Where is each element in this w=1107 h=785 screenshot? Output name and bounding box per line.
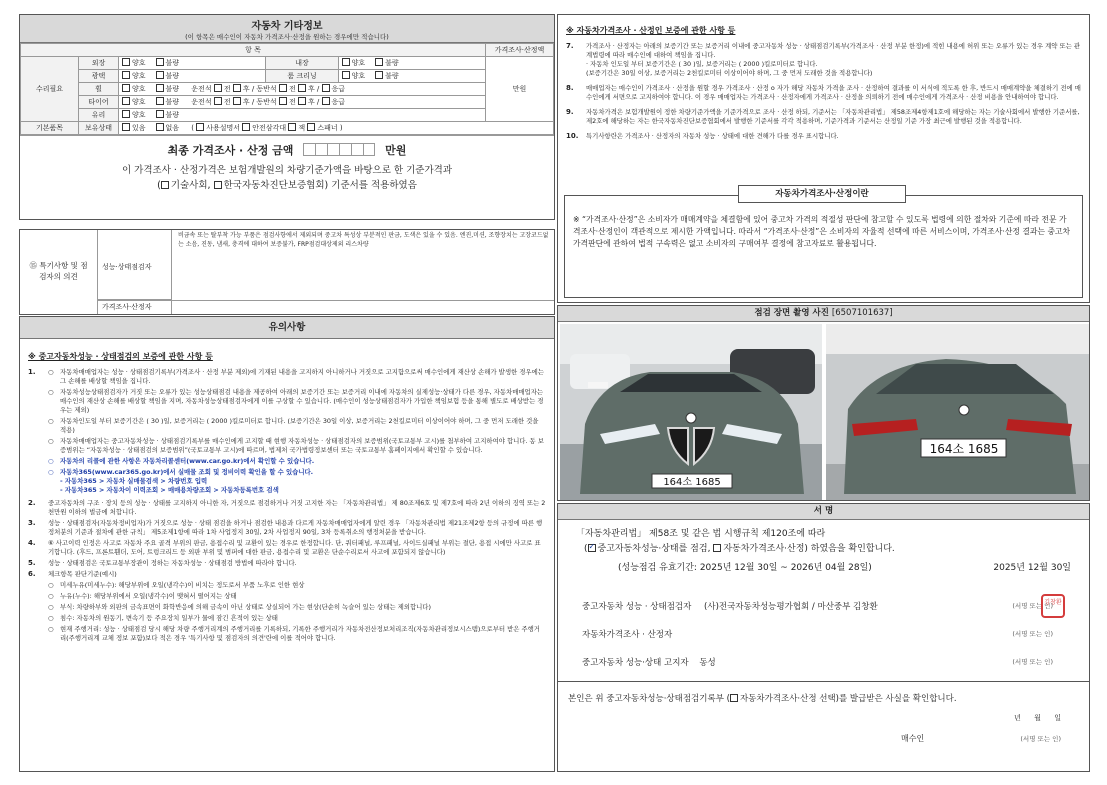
glass-good-checkbox[interactable]: [122, 110, 130, 118]
row-exterior: 외장: [79, 57, 119, 70]
notifier-sign-label: 중고자동차 성능·상태 고지자: [582, 658, 689, 668]
glass-bad-checkbox[interactable]: [156, 110, 164, 118]
inspector-label: 성능·상태점검자: [98, 230, 172, 300]
notice-item-3: 3. 성능 · 상태점검자(자동차정비업자)가 거짓으로 성능 · 상태 점검을 하거나 점검한 내용과 다르게 자동차매매업자에게 알린 경우 「자동차관리법 제21조제2항 등의 규정에 따른 행정처분의 기준과 절차에 관한 규칙」 제5조제1항에 따라 1차 사업정지 30일, 2차 사업정지 90일, 3차 등록취소의 행정처분을 받습니다.: [28, 519, 543, 536]
rear-car-image: [826, 324, 1089, 500]
price-guarantee-panel: [557, 14, 1090, 303]
inspector-sign-label: 중고자동차 성능 · 상태점검자: [582, 602, 692, 612]
wheel-pass-front-checkbox[interactable]: [279, 84, 287, 92]
manual-checkbox[interactable]: [196, 123, 204, 131]
notice-item-5: 5. 성능 · 상태점검은 국토교통부장관이 정하는 자동차성능 · 상태점검 방법에 따라야 합니다.: [28, 559, 297, 567]
gloss-good-checkbox[interactable]: [122, 71, 130, 79]
other-info-title: 자동차 기타정보: [251, 21, 323, 32]
inspector-sig-caption: (서명 또는 인): [1012, 602, 1053, 610]
receipt-text-a: 본인은 위 중고자동차성능·상태점검기록부 (: [568, 694, 730, 704]
price-unit: 만원: [486, 57, 554, 122]
tire-emergency-checkbox[interactable]: [322, 97, 330, 105]
row-glass: 유리: [79, 109, 119, 122]
notice-panel: [19, 316, 555, 772]
wheel-driver-front-checkbox[interactable]: [214, 84, 222, 92]
notice-item-4: 4. ⑥ 사고이력 인정은 사고로 자동차 주요 골격 부위의 판금, 용접수리 및 교환이 있는 경우로 한정합니다. 단, 쿼터패널, 루프패널, 사이드실패널 부위는 절단, 용접 시에만 사고로 표기합니다. (후드, 프론트휀더, 도어, 트렁크리드 등 외판 부위 및 범퍼에 대한 판금, 용접수리 및 교환은 단순수리로서 사고에 포함되지 않습니다): [28, 539, 541, 556]
col-item-header: 항 목: [21, 44, 486, 57]
price-checker-label: 가격조사·산정자: [98, 300, 172, 314]
sign-panel: 서 명 「자동차관리법」 제58조 및 같은 법 시행규칙 제120조에 따라 (✓ 중고자동차성능·상태를 점검, 자동차가격조사·산정) 하였음을 확인합니다. (성능점검 유효기간: 2025년 12월 30일 ~ 2026년 04월 28일) 2025년 12월 30일 중고자동차 성능 · 상태점검자 (사)전국자동차성능평가협회 / 마산중부 김창환 (서명 또는 인) 김창환 자동차가격조사 · 산정자 (서명 또는 인) 중고자동차 성능·상태 고지자 동성 (서명 또는 인) 본인은 위 중고자동차성능·상태점검기록부 ( 자동차가격조사·산정 선택)를 발급받은 사실을 확인합니다. 년 월 일 매수인 (서명 또는 인): [557, 503, 1090, 772]
final-price-block: 최종 가격조사 · 산정 금액 만원 이 가격조사 · 산정가격은 보험개발원의 차량기준가액을 바탕으로 한 기준가격과 ( 기술사회, 한국자동차진단보증협회) 기준서를 적용하였음: [20, 135, 554, 191]
row-tire: 타이어: [79, 96, 119, 109]
price-item-8: 8. 매매업자는 매수인이 가격조사 · 산정을 원할 경우 가격조사 · 산정 o 자가 해당 자동차 가격을 조사 · 산정하여 결과를 이 서식에 적도록 한 후, 반드시 매매계약을 체결하기 전에 매수인에게 서면으로 고지하여야 합니다. 이 경우 매매업자는 가격조사 · 산정자에게 가격조사 · 산정을 의뢰하기 전에 매수인에게 가격조사 · 산정 비용을 안내하여야 합니다.: [566, 84, 1081, 101]
notifier-sig-caption: (서명 또는 인): [1012, 658, 1053, 666]
row-gloss: 광택: [79, 70, 119, 83]
front-photo: [560, 324, 822, 500]
notifier-sign-name: 동성: [699, 658, 716, 668]
jack-checkbox[interactable]: [288, 123, 296, 131]
price-box-title: 자동차가격조사·산정이란: [738, 185, 906, 203]
room-bad-checkbox[interactable]: [375, 71, 383, 79]
special-label: ⑮ 특기사항 및 점검자의 의견: [20, 230, 98, 314]
wheel-emergency-checkbox[interactable]: [322, 84, 330, 92]
tire-pass-front-checkbox[interactable]: [279, 97, 287, 105]
other-info-subtitle: (이 항목은 매수인이 자동차 가격조사·산정을 원하는 경우에만 적습니다): [185, 33, 389, 41]
tech-society-checkbox[interactable]: [161, 181, 169, 189]
inspector-sign-name: (사)전국자동차성능평가협회 / 마산중부 김창환: [704, 602, 878, 612]
exterior-bad-checkbox[interactable]: [156, 58, 164, 66]
car365-link[interactable]: 자동차365(www.car365.go.kr)에서 실매물 조회 및 정비이력 확인을 할 수 있습니다.: [60, 468, 314, 476]
exterior-good-checkbox[interactable]: [122, 58, 130, 66]
hold-label: 보유상태: [79, 122, 119, 135]
notice-item-1: 1. ○ 자동차매매업자는 성능 · 상태점검기록부(가격조사 · 산정 부분 제외)에 기재된 내용을 고지하지 아니하거나 거짓으로 고지함으로써 매수인에게 재산상 손해가 발생한 경우에는 그 손해를 배상할 책임을 집니다. ○ 자동차성능상태점검자가 거짓 또는 오류가 있는 성능상태점검 내용을 제공하여 아래의 보증기간 또는 보증거리 이내에 자동차의 실제성능·상태가 다른 경우, 자동차매매업자는 매수인의 재산상 손해를 배상할 책임을 지며, 자동차성능상태점검자에게 이를 구상할 수 있습니다. (매수인이 성능상태점검자가 가입한 책임보험 등을 통해 별도로 배상받는 경우는 제외) ○ 자동차인도일 부터 보증기간은 ( 30 )일, 보증거리는 ( 2000 )킬로미터로 합니다. (보증기간은 30일 이상, 보증거리는 2천킬로미터 이상이어야 하며, 그 중 먼저 도래한 것을 적용) ○ 자동차매매업자는 중고자동차성능 · 상태점검기록부를 매수인에게 고지할 때 현행 자동차성능 · 상태점검자의 보증범위(국토교통부 고시)를 첨부하여 고지하여야 합니다. 동 보증범위는 “자동차성능 · 상태점검의 보증범위”(국토교통부 고시)에 따르며, 법제처 국가법령정보센터 또는 국토교통부 홈페이지에서 확인할 수 있습니다. ○ 자동차의 리콜에 관한 사항은 자동차리콜센터(www.car.go.kr)에서 확인할 수 있습니다. ○ 자동차365(www.car365.go.kr)에서 실매물 조회 및 정비이력 확인을 할 수 있습니다. - 자동차365 > 자동차 실매물검색 > 차량번호 입력 - 자동차365 > 자동차이 이력조회 > 매매용차량조회 > 자동차등록번호 검색: [28, 368, 546, 497]
inner-bad-checkbox[interactable]: [375, 58, 383, 66]
other-info-header: [20, 15, 554, 43]
inspector-stamp: 김창환: [1041, 594, 1065, 618]
receipt-ymd: 년 월 일: [1014, 714, 1061, 722]
special-remark: 비금속 또는 탈부착 가능 부품은 점검사항에서 제외되며 중고차 특성상 부분적인 판금, 도색은 있을 수 있음. 엔진,미션, 조향장치는 고장코드없는 소음, 진동, 냄새, 충격에 대하여 보증불가, FRP점검대상제외 리스차량: [178, 232, 549, 248]
special-notes-panel: [19, 229, 555, 315]
gloss-bad-checkbox[interactable]: [156, 71, 164, 79]
col-price-header: 가격조사·산정액: [486, 44, 554, 57]
final-price-boxes[interactable]: [303, 143, 375, 156]
hold-yes-checkbox[interactable]: [122, 123, 130, 131]
rear-photo: [826, 324, 1089, 500]
validity-period: (성능점검 유효기간: 2025년 12월 30일 ~ 2026년 04월 28일): [618, 563, 872, 573]
final-price-unit: 만원: [385, 144, 407, 157]
photos-panel: [557, 305, 1090, 501]
notice-item-6: 6. 체크항목 판단기준(예시) ○ 미세누유(미세누수): 해당부위에 오일(냉각수)이 비치는 정도로서 부품 노후로 인한 현상 ○ 누유(누수): 해당부위에서 오일(냉각수)이 맺혀서 떨어지는 상태 ○ 부식: 차량하부와 외판의 금속표면이 화학반응에 의해 금속이 아닌 상태로 상실되어 가는 현상(단순히 녹슬어 있는 상태는 제외합니다) ○ 침수: 자동차의 원동기, 변속기 등 주요장치 일부가 물에 잠긴 흔적이 있는 상태 ○ 현재 주행거리: 성능 · 상태점검 당시 해당 차량 주행거리계의 주행거리를 기록하되, 기록한 주행거리가 자동차전산정보처리조직(자동차관리정보시스템)으로부터 받은 주행거리(주행거리계 교체 정보 포함)보다 적은 경우 '특기사항 및 점검자의 의견'란에 이를 적어야 합니다.: [28, 570, 540, 642]
price-item-7: 7. 가격조사 · 산정자는 아래의 보증기간 또는 보증거리 이내에 중고자동차 성능 · 상태점검기록부(가격조사 · 산정 부분 한정)에 적힌 내용에 허위 또는 오류가 있는 경우 계약 또는 관계법령에 따라 매수인에 대하여 책임을 집니다. · 자동차 인도일 부터 보증기간은 ( 30 )일, 보증거리는 ( 2000 )킬로미터로 합니다. (보증기간은 30일 이상, 보증거리는 2천킬로미터 이상이어야 하며, 그 중 먼저 도래한 것을 적용합니다): [566, 42, 1080, 77]
rear-plate-text: 164소 1685: [929, 442, 999, 456]
price-check-checkbox[interactable]: [713, 544, 721, 552]
photos-title: 점검 장면 촬영 사진: [754, 308, 829, 318]
photos-header: [558, 306, 1089, 322]
notice-title: 유의사항: [20, 317, 554, 339]
sign-date: 2025년 12월 30일: [993, 563, 1071, 573]
receipt-text-b: 자동차가격조사·산정 선택)를 발급받은 사실을 확인합니다.: [739, 694, 957, 704]
price-item-10: 10. 특기사항란은 가격조사 · 산정자의 자동차 성능 · 상태에 대한 견해가 다를 경우 표시합니다.: [566, 132, 839, 140]
kadia-checkbox[interactable]: [214, 181, 222, 189]
room-good-checkbox[interactable]: [342, 71, 350, 79]
price-section-title: ※ 자동차가격조사 · 산정인 보증에 관한 사항 등: [566, 26, 736, 35]
basic-label: 기본품목: [21, 122, 79, 135]
repair-group-label: 수리필요: [21, 57, 79, 122]
front-car-image: [560, 324, 822, 500]
row-inner: 내장: [266, 57, 338, 70]
sign-title: 서 명: [558, 504, 1089, 520]
photos-code: [6507101637]: [831, 308, 893, 318]
receipt-price-checkbox[interactable]: [730, 694, 738, 702]
final-price-title: 최종 가격조사 · 산정 금액: [167, 144, 294, 157]
other-info-panel: [19, 14, 555, 220]
triangle-checkbox[interactable]: [242, 123, 250, 131]
front-plate-text: 164소 1685: [663, 477, 721, 488]
other-info-table: 항 목 가격조사·산정액 수리필요 외장 양호 불량 내장 양호 불량 만원 광택 양호 불량 룸 크리닝 양호 불량 휠 양호 불량 운전석 전 후 / 동반석 전 후 / 응급 타이어 양호 불량 운전석 전 후 / 동반석 전 후 / 응급 유리 양호 불량 기본품목 보유상태 있음 없음 ( 사용설명서 안전삼각대 잭 스패너 ): [20, 43, 554, 135]
notice-section-title: ※ 중고자동차성능 · 상태점검의 보증에 관한 사항 등: [28, 352, 213, 361]
tire-driver-rear-checkbox[interactable]: [233, 97, 241, 105]
spanner-checkbox[interactable]: [307, 123, 315, 131]
buyer-label: 매수인: [901, 734, 925, 743]
pricer-sign-label: 자동차가격조사 · 산정자: [582, 630, 673, 640]
sign-line1: 「자동차관리법」 제58조 및 같은 법 시행규칙 제120조에 따라: [576, 529, 826, 539]
wheel-driver-rear-checkbox[interactable]: [233, 84, 241, 92]
pricer-sig-caption: (서명 또는 인): [1012, 630, 1053, 638]
price-item-9: 9. 자동차가격은 보험개발원이 정한 차량기준가액을 기준가격으로 조사 · 산정 하되, 기준서는 「자동차관리법」 제58조제4항제1호에 해당하는 자는 기술사회에서 발행한 기준서를, 제2호에 해당하는 자는 한국자동차진단보증협회에서 발행한 기준서를 각각 적용하며, 기준가격과 기준서는 산정일 기준 가장 최근에 발행된 것을 적용합니다.: [566, 108, 1080, 125]
hold-no-checkbox[interactable]: [156, 123, 164, 131]
tire-good-checkbox[interactable]: [122, 97, 130, 105]
inner-good-checkbox[interactable]: [342, 58, 350, 66]
tire-pass-rear-checkbox[interactable]: [298, 97, 306, 105]
row-wheel: 휠: [79, 83, 119, 96]
buyer-sig-caption: (서명 또는 인): [1020, 735, 1061, 743]
performance-check-checkbox[interactable]: [588, 544, 596, 552]
wheel-bad-checkbox[interactable]: [156, 84, 164, 92]
tire-driver-front-checkbox[interactable]: [214, 97, 222, 105]
notice-item-2: 2. 중고자동차의 구조 · 장치 등의 성능 · 상태를 고지하지 아니한 자, 거짓으로 점검하거나 거짓 고지한 자는 「자동차관리법」 제 80조제6호 및 제7호에 따라 2년 이하의 징역 또는 2천만원 이하의 벌금에 처합니다.: [28, 499, 546, 516]
final-line1: 이 가격조사 · 산정가격은 보험개발원의 차량기준가액을 바탕으로 한 기준가격과: [121, 165, 453, 176]
tire-bad-checkbox[interactable]: [156, 97, 164, 105]
row-room: 룸 크리닝: [266, 70, 338, 83]
wheel-pass-rear-checkbox[interactable]: [298, 84, 306, 92]
price-box-text: ※ “가격조사·산정”은 소비자가 매매계약을 체결함에 있어 중고차 가격의 적절성 판단에 참고할 수 있도록 법령에 의한 절차와 기준에 따라 전문 가격조사·산정인이 객관적으로 제시한 가액입니다. 따라서 “가격조사·산정”은 소비자의 자율적 선택에 따른 서비스이며, 가격조사·산정 결과는 중고차 가격판단에 관하여 법적 구속력은 없고 소비자의 구매여부 결정에 참고자료로 활용됩니다.: [564, 195, 1083, 298]
recall-link[interactable]: 자동차의 리콜에 관한 사항은 자동차리콜센터(www.car.go.kr)에서 확인할 수 있습니다.: [60, 457, 315, 465]
wheel-good-checkbox[interactable]: [122, 84, 130, 92]
